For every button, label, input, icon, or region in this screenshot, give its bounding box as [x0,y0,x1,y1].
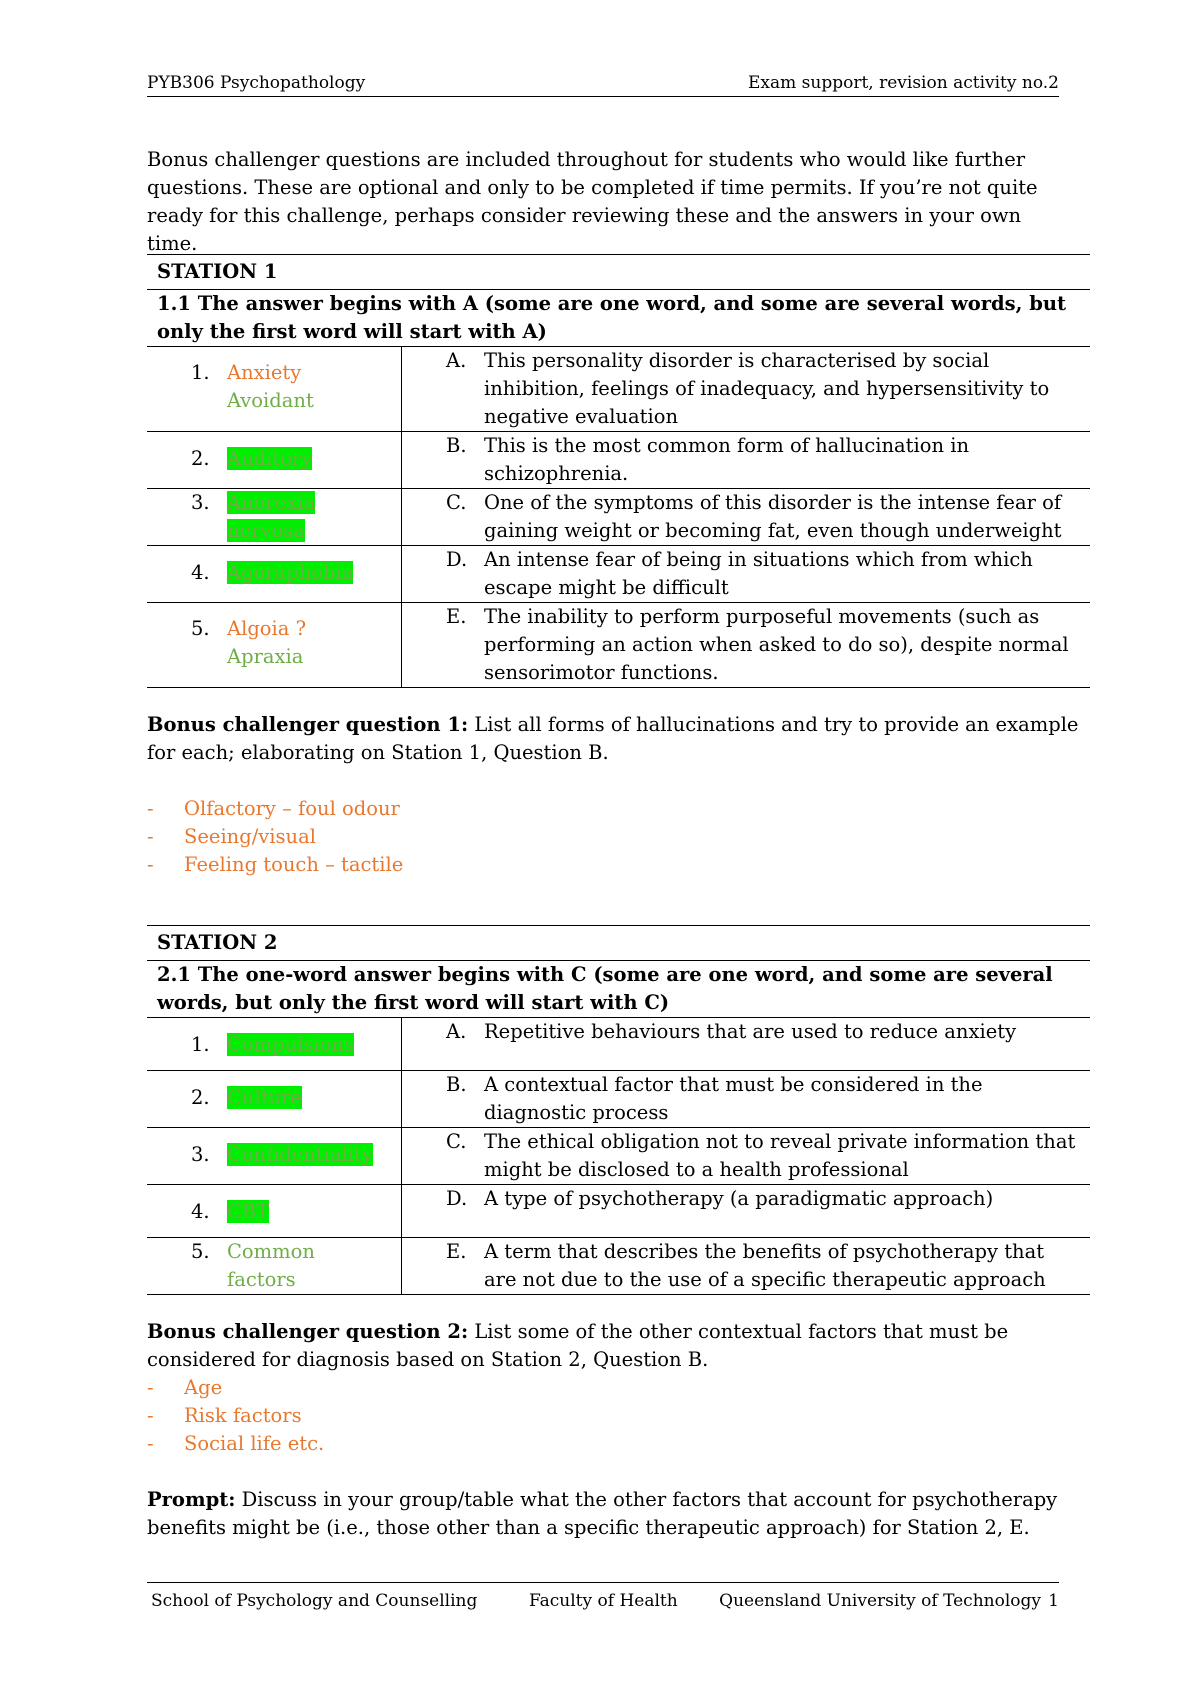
answer-text: CBT [227,1200,270,1223]
row-number: 3. [191,491,210,514]
list-item: - Olfactory – foul odour [147,797,400,820]
list-item: - Seeing/visual [147,825,316,848]
row-description: An intense fear of being in situations which from which escape might be difficult [484,548,1033,599]
row-number: 2. [191,447,210,470]
bonus-2-label: Bonus challenger question 2: [147,1320,469,1343]
prompt-text: Discuss in your group/table what the other factors that account for psychotherapy benefits might be (i.e., those other than a specific therapeutic approach) for Station 2, E. [147,1488,1058,1539]
station-1-title: STATION 1 [147,255,1090,290]
table-row [147,546,1090,603]
answer-text: Auditory [227,447,313,470]
answer-text: Compulsions [227,1033,354,1056]
bonus-1-text: List all forms of hallucinations and try to provide an example for each; elaborating on Station 1, Question B. [147,713,1079,764]
row-description: One of the symptoms of this disorder is the intense fear of gaining weight or becoming fat, even though underweight [484,491,1062,542]
intro-paragraph: Bonus challenger questions are included throughout for students who would like further questions. These are optional and only to be completed if time permits. If you’re not quite ready for this challenge, perhaps consider reviewing these and the answers in your own time. [147,148,1038,255]
row-letter: C. [446,1130,467,1153]
list-item: - Social life etc. [147,1432,325,1455]
answer-text: Common [227,1240,315,1263]
answer-text: Agoraphobia [227,561,354,584]
row-number: 4. [191,1200,210,1223]
row-number: 1. [191,361,210,384]
row-number: 3. [191,1143,210,1166]
table-row [147,1128,1090,1185]
row-number: 5. [191,617,210,640]
row-letter: E. [446,605,467,628]
row-description: This personality disorder is characterised by social inhibition, feelings of inadequacy, and hypersensitivity to negative evaluation [484,349,1050,428]
row-letter: B. [446,1073,467,1096]
answer-text: Anorexia [227,491,316,514]
answer-text: Anxiety [227,361,302,384]
answer-text: Algoia ? [227,617,307,640]
row-description: A term that describes the benefits of psychotherapy that are not due to the use of a specific therapeutic approach [484,1240,1046,1291]
station-1-question: 1.1 The answer begins with A (some are one word, and some are several words, but only the first word will start with A) [147,290,1090,347]
row-number: 4. [191,561,210,584]
row-description: A type of psychotherapy (a paradigmatic approach) [484,1187,994,1210]
header-activity: Exam support, revision activity no.2 [748,73,1059,93]
row-description: A contextual factor that must be considered in the diagnostic process [484,1073,983,1124]
row-letter: B. [446,434,467,457]
page-footer [147,1582,1059,1611]
row-number: 2. [191,1086,210,1109]
station-2-title: STATION 2 [147,926,1090,961]
table-row [147,489,1090,546]
row-description: The inability to perform purposeful movements (such as performing an action when asked to do so), despite normal sensorimotor functions. [484,605,1069,684]
row-number: 5. [191,1240,210,1263]
row-letter: A. [446,349,467,372]
station-1-table [147,254,1090,688]
bonus-question-2 [147,1318,1087,1458]
footer-faculty: Faculty of Health [529,1591,678,1611]
answer-text: nervosa [227,519,305,542]
table-row [147,603,1090,688]
table-row [147,1018,1090,1071]
answer-text: factors [227,1268,296,1291]
answer-text: Avoidant [227,389,314,412]
table-row [147,347,1090,432]
bonus-1-label: Bonus challenger question 1: [147,713,469,736]
row-description: This is the most common form of hallucination in schizophrenia. [484,434,970,485]
footer-school: School of Psychology and Counselling [151,1591,478,1611]
prompt-label: Prompt: [147,1488,236,1511]
table-row [147,432,1090,489]
answer-text: Confidentiality [227,1143,373,1166]
answer-text: Culture [227,1086,302,1109]
list-item: - Age [147,1376,223,1399]
station-2-question: 2.1 The one-word answer begins with C (some are one word, and some are several words, but only the first word will start with C) [147,961,1090,1018]
list-item: - Risk factors [147,1404,302,1427]
list-item: - Feeling touch – tactile [147,853,404,876]
station-2-table [147,925,1090,1295]
table-row [147,1185,1090,1238]
row-letter: A. [446,1020,467,1043]
row-letter: E. [446,1240,467,1263]
header-course: PYB306 Psychopathology [147,73,366,93]
row-description: Repetitive behaviours that are used to reduce anxiety [484,1020,1017,1043]
row-description: The ethical obligation not to reveal private information that might be disclosed to a health professional [484,1130,1076,1181]
row-number: 1. [191,1033,210,1056]
row-letter: D. [446,548,468,571]
page-header [147,72,1059,97]
answer-text: Apraxia [227,645,304,668]
discussion-prompt [147,1486,1087,1542]
table-row [147,1238,1090,1295]
bonus-question-1 [147,711,1087,879]
table-row [147,1071,1090,1128]
row-letter: D. [446,1187,468,1210]
page-number: 1 [1048,1591,1059,1611]
bonus-2-text: List some of the other contextual factors that must be considered for diagnosis based on Station 2, Question B. [147,1320,1009,1371]
row-letter: C. [446,491,467,514]
footer-university: Queensland University of Technology [719,1591,1041,1611]
